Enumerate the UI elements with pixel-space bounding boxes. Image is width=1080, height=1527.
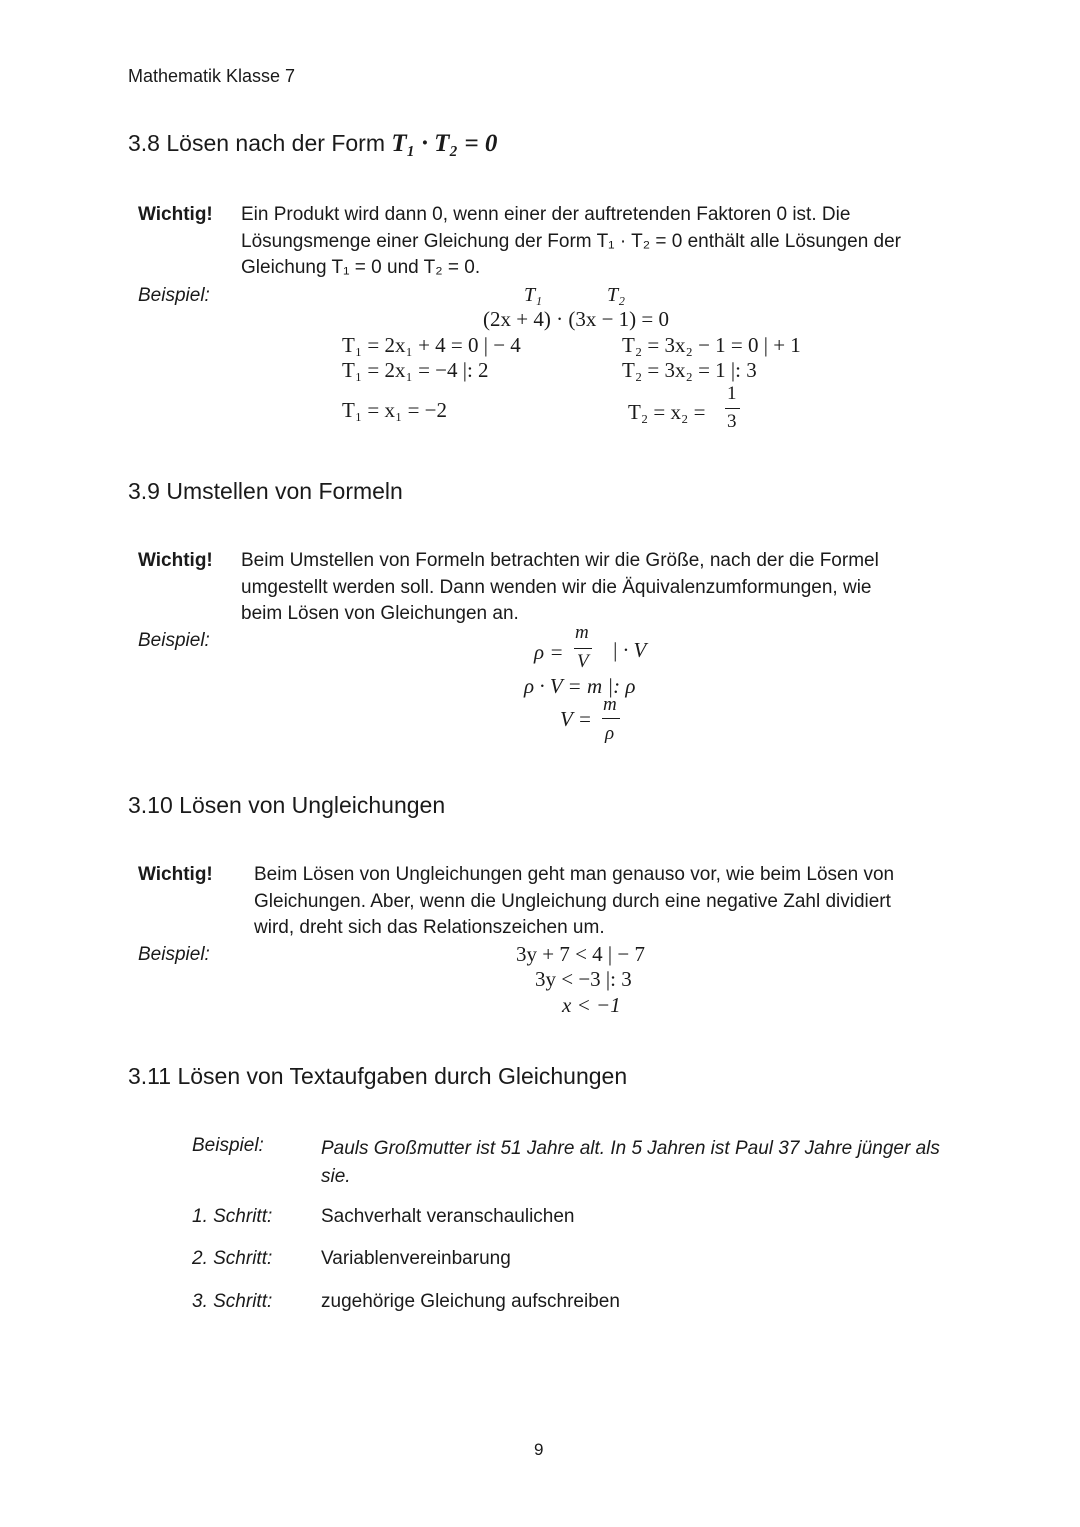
- important-label: Wichtig!: [138, 864, 213, 885]
- important-text: [254, 862, 941, 942]
- step-label: 1. Schritt:: [192, 1206, 273, 1227]
- important-label: Wichtig!: [138, 204, 213, 225]
- step-label: 2. Schritt:: [192, 1248, 273, 1269]
- fraction-bar: [574, 648, 592, 649]
- section-heading-formula: T₁ · T₂ = 0: [391, 130, 498, 157]
- text-line: umgestellt werden soll. Dann wenden wir die Äquivalenzumformungen, wie: [241, 576, 872, 598]
- fraction-bar: [725, 408, 740, 409]
- fraction-numerator: m: [603, 694, 617, 715]
- inequality-line: 3y + 7 < 4 | − 7: [516, 942, 645, 966]
- section-heading-3-10: 3.10 Lösen von Ungleichungen: [128, 792, 446, 818]
- important-label: Wichtig!: [138, 550, 213, 571]
- step-text: Sachverhalt veranschaulichen: [321, 1206, 575, 1227]
- example-label: Beispiel:: [138, 285, 210, 306]
- equation-lhs: ρ =: [534, 640, 564, 664]
- text-line: Beim Umstellen von Formeln betrachten wir die Größe, nach der die Formel: [241, 550, 879, 571]
- equation-lhs: V =: [560, 707, 592, 731]
- inequality-line: x < −1: [562, 993, 621, 1017]
- fraction-denominator: ρ: [605, 723, 615, 744]
- equation-line: T₂ = 3x₂ = 1 |: 3: [622, 358, 757, 382]
- operation-note: | · V: [612, 638, 647, 662]
- step-label: 3. Schritt:: [192, 1291, 273, 1312]
- example-label: Beispiel:: [138, 630, 210, 651]
- important-text: [241, 202, 941, 282]
- fraction-bar: [602, 718, 620, 719]
- text-line: sie.: [321, 1166, 351, 1187]
- fraction-denominator: V: [577, 651, 589, 672]
- term-label-t1: T₁: [524, 284, 543, 306]
- equation-line: T₁ = 2x₁ = −4 |: 2: [342, 358, 489, 382]
- step-text: Variablenvereinbarung: [321, 1248, 511, 1269]
- section-heading-3-8: [128, 130, 497, 158]
- equation-line: T₂ = 3x₂ − 1 = 0 | + 1: [622, 333, 801, 357]
- equation-line: T₁ = 2x₁ + 4 = 0 | − 4: [342, 333, 521, 357]
- inequality-line: 3y < −3 |: 3: [535, 967, 632, 991]
- example-text: [321, 1135, 940, 1191]
- example-label: Beispiel:: [138, 944, 210, 965]
- text-line: beim Lösen von Gleichungen an.: [241, 603, 519, 624]
- text-line: Lösungsmenge einer Gleichung der Form T₁ · T₂ = 0 enthält alle Lösungen der: [241, 230, 901, 252]
- text-line: Pauls Großmutter ist 51 Jahre alt. In 5 Jahren ist Paul 37 Jahre jünger als: [321, 1138, 940, 1159]
- step-text: zugehörige Gleichung aufschreiben: [321, 1291, 620, 1312]
- page-number: 9: [534, 1440, 544, 1459]
- text-line: Gleichung T₁ = 0 und T₂ = 0.: [241, 257, 481, 278]
- fraction-numerator: 1: [727, 383, 737, 404]
- fraction-denominator: 3: [727, 411, 737, 432]
- equation-line: T₂ = x₂ =: [628, 400, 706, 424]
- section-heading-text: 3.8 Lösen nach der Form: [128, 130, 392, 156]
- text-line: wird, dreht sich das Relationszeichen um.: [254, 917, 605, 938]
- term-label-t2: T₂: [607, 284, 626, 306]
- important-text: [241, 548, 941, 628]
- equation-line: T₁ = x₁ = −2: [342, 398, 447, 422]
- text-line: Ein Produkt wird dann 0, wenn einer der auftretenden Faktoren 0 ist. Die: [241, 204, 851, 225]
- equation-line: ρ · V = m |: ρ: [524, 674, 636, 698]
- text-line: Gleichungen. Aber, wenn die Ungleichung durch eine negative Zahl dividiert: [254, 890, 891, 912]
- section-heading-3-9: 3.9 Umstellen von Formeln: [128, 478, 403, 504]
- section-heading-3-11: 3.11 Lösen von Textaufgaben durch Gleichungen: [128, 1063, 628, 1089]
- page-header: Mathematik Klasse 7: [128, 66, 296, 86]
- fraction-numerator: m: [575, 622, 589, 643]
- example-label: Beispiel:: [192, 1135, 264, 1156]
- product-equation: (2x + 4) · (3x − 1) = 0: [483, 307, 669, 331]
- text-line: Beim Lösen von Ungleichungen geht man genauso vor, wie beim Lösen von: [254, 864, 895, 885]
